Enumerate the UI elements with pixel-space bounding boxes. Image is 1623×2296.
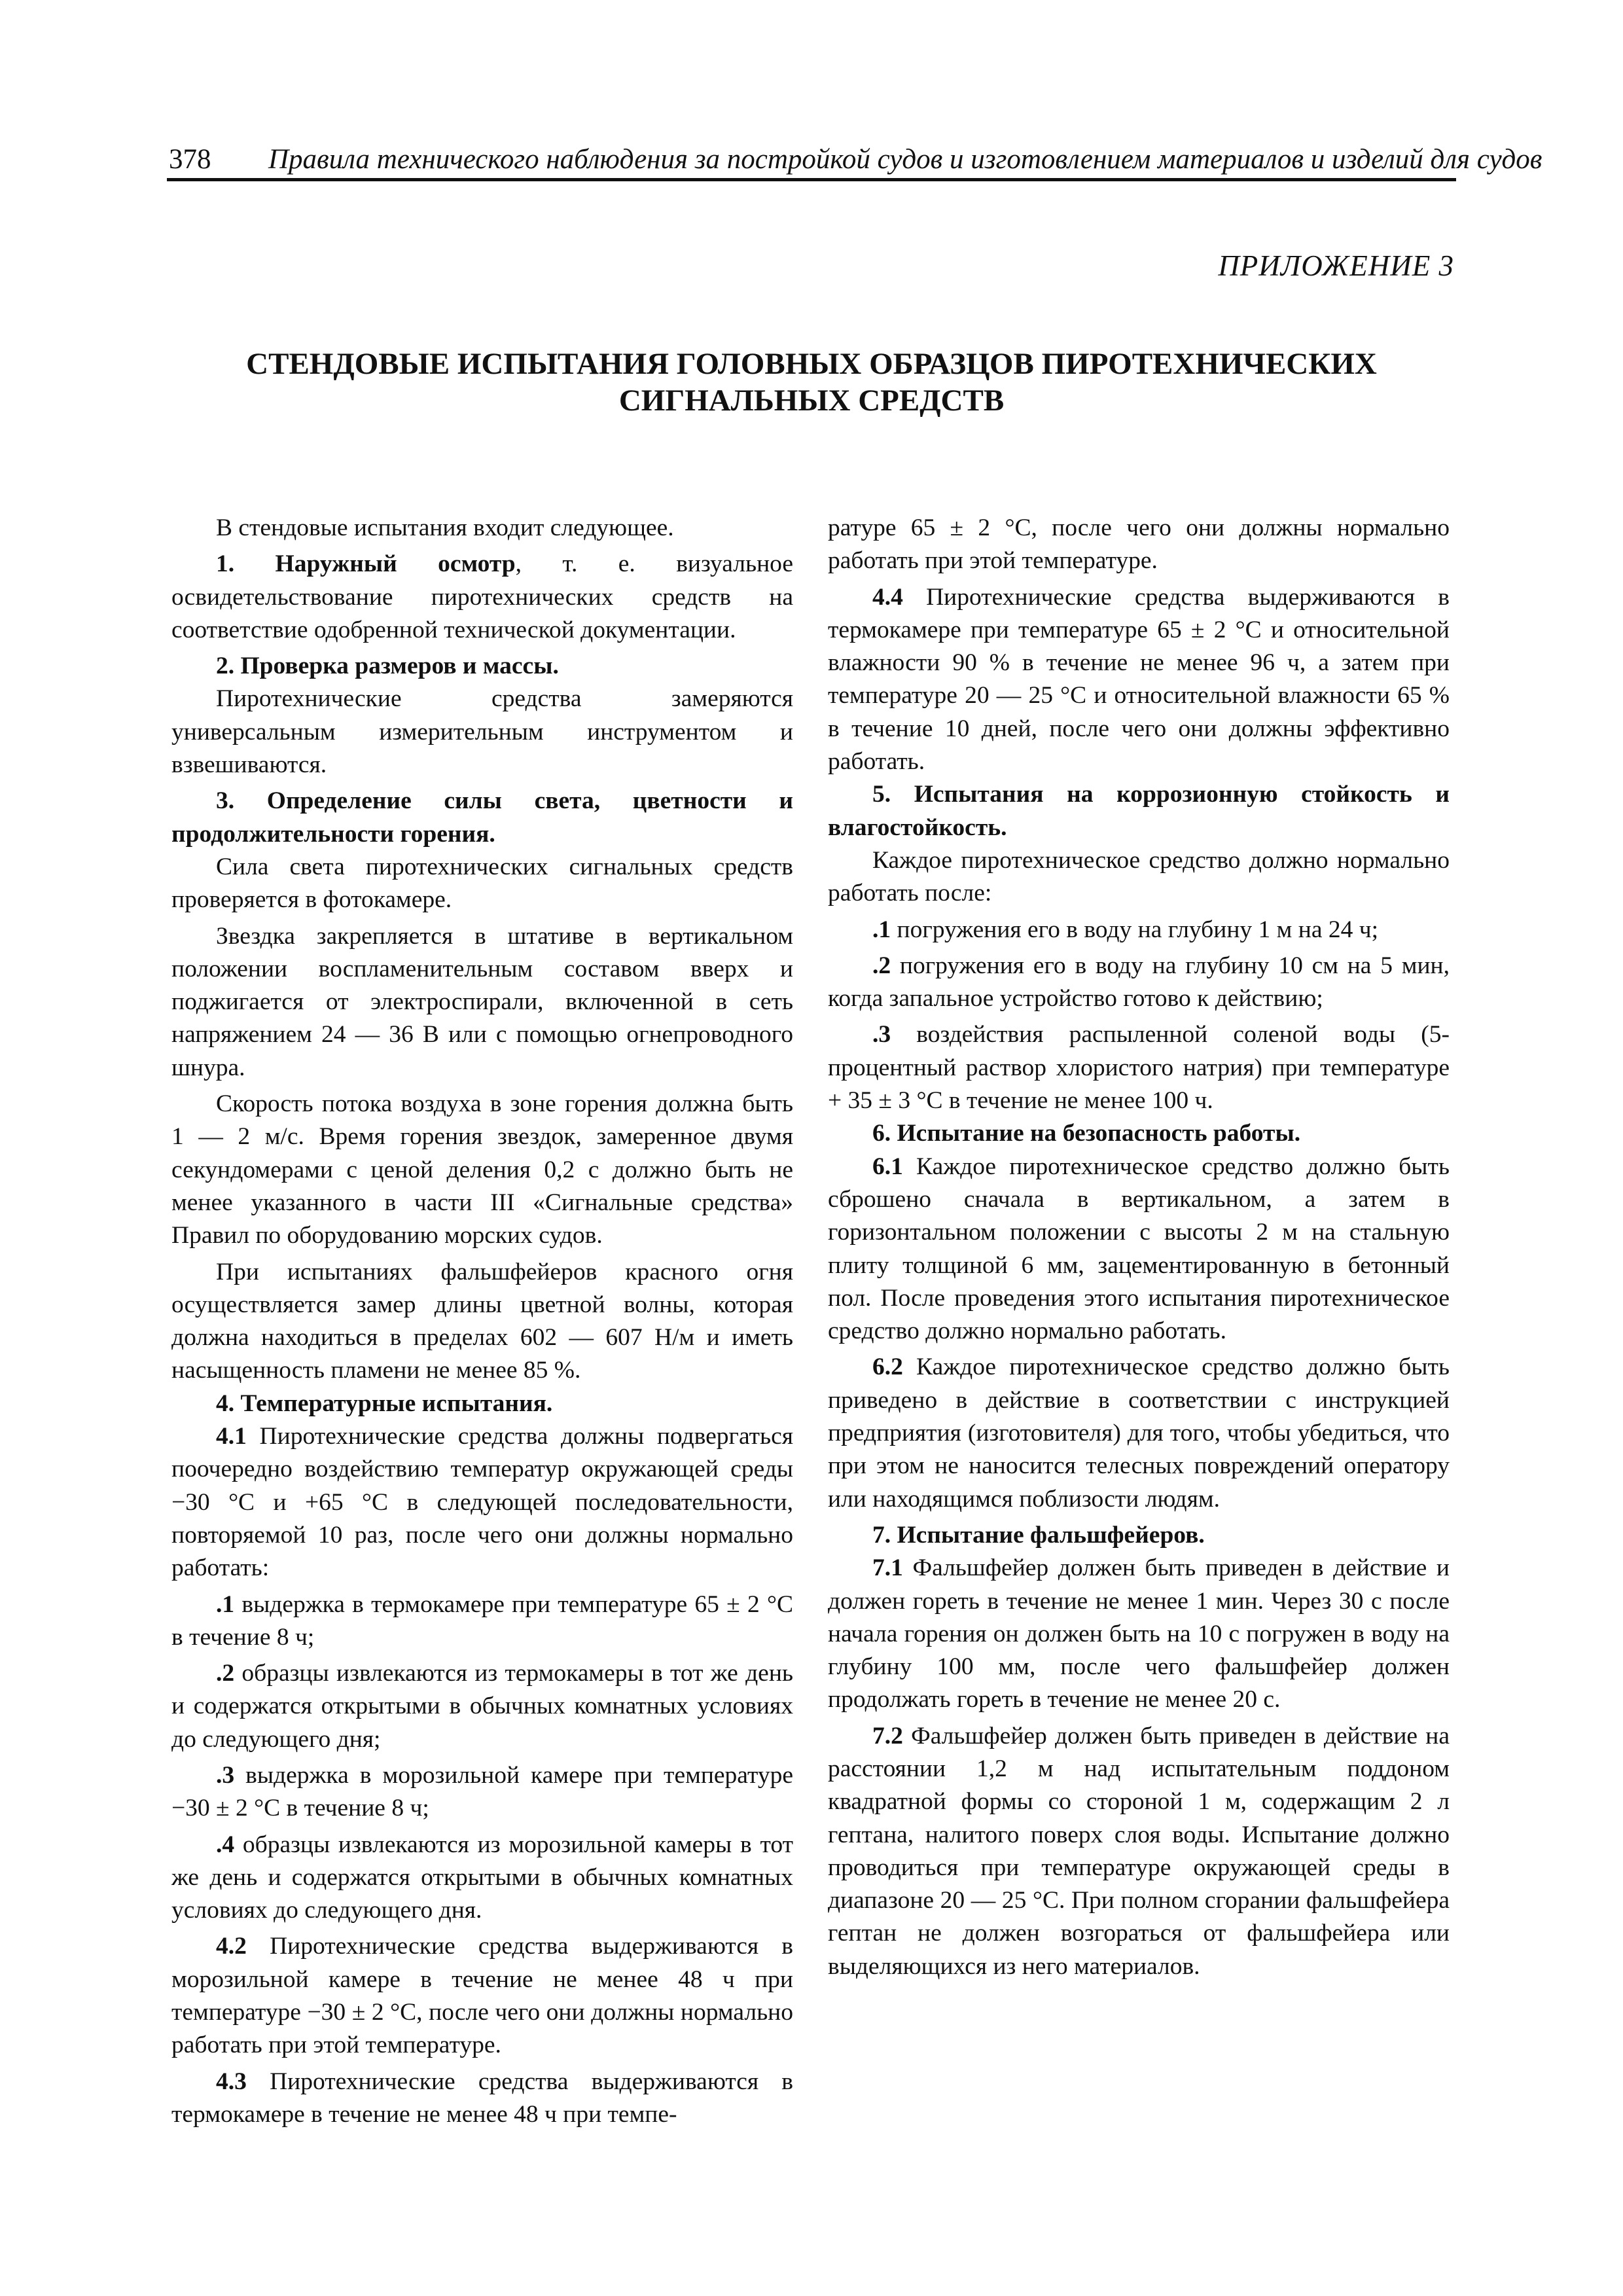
section-4-2-paragraph xyxy=(171,1930,793,2062)
section-3-paragraph-2: Звездка закрепляется в штативе в вертикальном положении воспламенительным составом вверх и поджигается от электроспирали, включенной в сеть напряжением 24 — 36 В или с помощью огнепроводного шнура. xyxy=(171,922,793,1081)
title-line-1: СТЕНДОВЫЕ ИСПЫТАНИЯ ГОЛОВНЫХ ОБРАЗЦОВ ПИРОТЕХНИЧЕСКИХ xyxy=(246,347,1377,381)
section-6-heading: 6. Испытание на безопасность работы. xyxy=(872,1120,1301,1147)
section-3-paragraph-4: При испытаниях фальшфейеров красного огня осуществляется замер длины цветной волны, которая должна находиться в пределах 602 — 607 Н/м и иметь насыщенность пламени не менее 85 %. xyxy=(171,1258,793,1384)
item-5-1-number: .1 xyxy=(872,916,891,943)
section-4-heading: 4. Температурные испытания. xyxy=(216,1390,553,1417)
section-2-text: Пиротехнические средства замеряются универсальным измерительным инструментом и взвешиваются. xyxy=(171,685,793,779)
section-7-2-number: 7.2 xyxy=(872,1722,903,1749)
item-4-1-1-text: выдержка в термокамере при температуре 65 ± 2 °С в течение 8 ч; xyxy=(171,1590,793,1651)
section-4-4-text: Пиротехнические средства выдерживаются в термокамере при температуре 65 ± 2 °С и относительной влажности 90 % в течение не менее 96 ч, а затем при температуре 20 — 25 °С и относительной влажности 65 % в течение 10 дней, после чего они должны эффективно работать. xyxy=(828,583,1450,776)
title-line-2: СИГНАЛЬНЫХ СРЕДСТВ xyxy=(618,384,1005,418)
appendix-label: ПРИЛОЖЕНИЕ 3 xyxy=(1218,249,1454,282)
item-4-1-3 xyxy=(171,1759,793,1825)
left-column xyxy=(171,512,793,2131)
item-4-1-2-number: .2 xyxy=(216,1660,235,1687)
section-3-paragraph-3: Скорость потока воздуха в зоне горения должна быть 1 — 2 м/с. Время горения звездок, замеренное двумя секундомерами с ценой деления 0,2 с должно быть не менее указанного в части III «Сигнальные средства» Правил по оборудованию морских судов. xyxy=(171,1090,793,1249)
item-5-1 xyxy=(828,914,1450,946)
item-5-3-number: .3 xyxy=(872,1021,891,1049)
item-4-1-2-text: образцы извлекаются из термокамеры в тот же день и содержатся открытыми в обычных комнатных условиях до следующего дня; xyxy=(171,1660,793,1753)
item-4-1-1 xyxy=(171,1588,793,1655)
section-1-paragraph xyxy=(171,548,793,647)
item-4-1-1-number: .1 xyxy=(216,1590,235,1618)
right-column xyxy=(828,512,1450,1983)
item-5-2 xyxy=(828,950,1450,1016)
intro-paragraph: В стендовые испытания входит следующее. xyxy=(216,514,674,541)
section-6-2-paragraph xyxy=(828,1351,1450,1515)
section-6-1-paragraph xyxy=(828,1151,1450,1348)
section-1-heading: 1. Наружный осмотр xyxy=(216,550,516,578)
item-4-1-4-number: .4 xyxy=(216,1831,235,1858)
section-7-2-text: Фальшфейер должен быть приведен в действие на расстоянии 1,2 м над испытательным поддоном квадратной формы со стороной 1 м, содержащим 2 л гептана, налитого поверх слоя воды. Испытание должно проводиться при температуре окружающей среды в диапазоне 20 — 25 °С. При полном сгорании фальшфейера гептан не должен возгораться от фальшфейера или выделяющихся из него материалов. xyxy=(828,1722,1450,1980)
section-7-1-paragraph xyxy=(828,1552,1450,1716)
section-4-1-text: Пиротехнические средства должны подвергаться поочередно воздействию температур окружающей среды −30 °С и +65 °С в следующей последовательности, повторяемой 10 раз, после чего они должны нормально работать: xyxy=(171,1423,793,1582)
section-6-1-text: Каждое пиротехническое средство должно быть сброшено сначала в вертикальном, а затем в горизонтальном положении с высоты 2 м на стальную плиту толщиной 6 мм, зацементированную в бетонный пол. После проведения этого испытания пиротехническое средство должно нормально работать. xyxy=(828,1153,1450,1345)
item-5-2-text: погружения его в воду на глубину 10 см на 5 мин, когда запальное устройство готово к действию; xyxy=(828,952,1450,1013)
section-4-2-text: Пиротехнические средства выдерживаются в морозильной камере в течение не менее 48 ч при температуре −30 ± 2 °С, после чего они должны нормально работать при этой температуре. xyxy=(171,1933,793,2059)
section-7-2-paragraph xyxy=(828,1720,1450,1983)
item-5-2-number: .2 xyxy=(872,952,891,979)
item-5-3 xyxy=(828,1018,1450,1117)
page-number: 378 xyxy=(169,144,211,175)
page-title xyxy=(167,346,1456,419)
section-4-3-paragraph xyxy=(171,2066,793,2132)
section-4-4-number: 4.4 xyxy=(872,583,903,611)
section-5-heading: 5. Испытания на коррозионную стойкость и влагостойкость. xyxy=(828,781,1450,841)
item-4-1-4-text: образцы извлекаются из морозильной камеры в тот же день и содержатся открытыми в обычных комнатных условиях до следующего дня. xyxy=(171,1831,793,1924)
section-5-intro: Каждое пиротехническое средство должно нормально работать после: xyxy=(828,846,1450,907)
section-3-heading: 3. Определение силы света, цветности и продолжительности горения. xyxy=(171,787,793,848)
item-4-1-3-number: .3 xyxy=(216,1761,235,1789)
section-6-2-number: 6.2 xyxy=(872,1354,903,1381)
section-7-1-text: Фальшфейер должен быть приведен в действие и должен гореть в течение не менее 1 мин. Через 30 с после начала горения он должен быть на 10 с погружен в воду на глубину 100 мм, после чего фальшфейер должен продолжать гореть в течение не менее 20 с. xyxy=(828,1554,1450,1713)
item-4-1-3-text: выдержка в морозильной камере при температуре −30 ± 2 °С в течение 8 ч; xyxy=(171,1761,793,1822)
section-6-2-text: Каждое пиротехническое средство должно быть приведено в действие в соответствии с инструкцией предприятия (изготовителя) для того, чтобы убедиться, что при этом не наносится телесных повреждений оператору или находящимся поблизости людям. xyxy=(828,1354,1450,1513)
section-4-3-text: Пиротехнические средства выдерживаются в термокамере в течение не менее 48 ч при темпе- xyxy=(171,2068,793,2128)
section-7-1-number: 7.1 xyxy=(872,1554,903,1582)
section-7-heading: 7. Испытание фальшфейеров. xyxy=(872,1521,1205,1549)
item-5-1-text: погружения его в воду на глубину 1 м на 24 ч; xyxy=(891,916,1378,943)
header-rule xyxy=(167,178,1456,181)
section-6-1-number: 6.1 xyxy=(872,1153,903,1180)
item-4-1-4 xyxy=(171,1829,793,1928)
section-3-paragraph-1: Сила света пиротехнических сигнальных средств проверяется в фотокамере. xyxy=(171,853,793,914)
section-4-4-paragraph xyxy=(828,581,1450,779)
section-4-3-number: 4.3 xyxy=(216,2068,247,2095)
section-4-2-number: 4.2 xyxy=(216,1933,247,1960)
section-4-3-continuation: ратуре 65 ± 2 °С, после чего они должны нормально работать при этой температуре. xyxy=(828,514,1450,575)
section-4-1-paragraph xyxy=(171,1420,793,1585)
section-4-1-number: 4.1 xyxy=(216,1423,247,1450)
running-title: Правила технического наблюдения за постройкой судов и изготовлением материалов и изделий для судов xyxy=(268,144,1543,175)
item-4-1-2 xyxy=(171,1657,793,1756)
item-5-3-text: воздействия распыленной соленой воды (5-процентный раствор хлористого натрия) при температуре + 35 ± 3 °С в течение не менее 100 ч. xyxy=(828,1021,1450,1115)
section-1-text: , т. е. визуальное освидетельствование пиротехнических средств на соответствие одобренной технической документации. xyxy=(171,550,793,643)
section-2-heading: 2. Проверка размеров и массы. xyxy=(216,653,559,680)
